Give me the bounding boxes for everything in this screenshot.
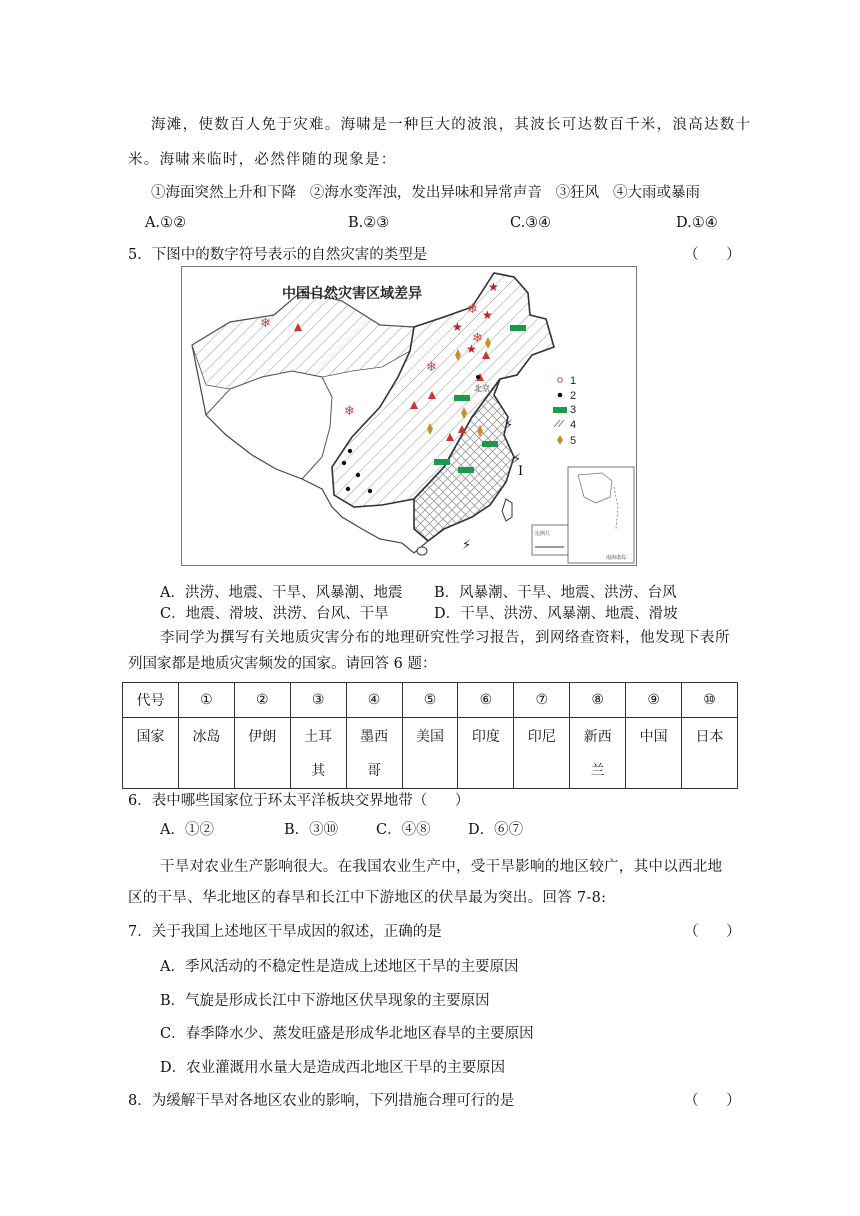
q4-option-d[interactable]: D.①④ (676, 215, 718, 231)
table-cell: 印度 (458, 718, 514, 789)
map-title: 中国自然灾害区域差异 (282, 285, 422, 301)
q7-option-b[interactable]: B．气旋是形成长江中下游地区伏旱现象的主要原因 (160, 993, 490, 1009)
dot-symbol (342, 461, 346, 465)
legend-label-5: 5 (570, 435, 577, 447)
q5-stem: 5．下图中的数字符号表示的自然灾害的类型是 (128, 247, 428, 263)
symbol-1: ❄ (467, 302, 478, 317)
q4-option-c[interactable]: C.③④ (510, 215, 552, 231)
typhoon-symbol: ⚡ (504, 418, 514, 433)
star-symbol: ★ (488, 280, 499, 294)
q78-intro-line-2: 区的干旱、华北地区的春旱和长江中下游地区的伏旱最为突出。回答 7-8: (128, 890, 607, 906)
table-cell: 伊朗 (234, 718, 290, 789)
table-cell: ⑧ (570, 683, 626, 718)
hainan-island (417, 547, 427, 555)
green-bar-symbol (454, 395, 470, 401)
south-sea-inset (568, 467, 634, 563)
taiwan-island (502, 499, 512, 521)
table-cell: ⑥ (458, 683, 514, 718)
intro-line-1: 海滩，使数百人免于灾难。海啸是一种巨大的波浪，其波长可达数百千米，浪高达数十 (151, 117, 752, 133)
beijing-point (476, 375, 480, 379)
table-cell: 日本 (682, 718, 738, 789)
table-cell: 国家 (123, 718, 179, 789)
dot-symbol (348, 449, 352, 453)
q7-option-d[interactable]: D．农业灌溉用水量大是造成西北地区干旱的主要原因 (160, 1060, 506, 1076)
q4-option-a[interactable]: A.①② (145, 215, 187, 231)
dot-symbol (356, 473, 360, 477)
table-cell: ⑦ (514, 683, 570, 718)
table-cell: 中国 (626, 718, 682, 789)
table-cell: 新西 兰 (570, 718, 626, 789)
table-cell: ④ (346, 683, 402, 718)
scale-label: 比例尺 (535, 531, 551, 537)
table-cell: 印尼 (514, 718, 570, 789)
symbol-1: ❄ (472, 331, 483, 346)
table-cell: ② (234, 683, 290, 718)
inset-label: 南海诸岛 (606, 555, 627, 561)
map-legend (553, 375, 576, 447)
dot-symbol (346, 487, 350, 491)
dot-symbol (368, 489, 372, 493)
q5-option-c[interactable]: C．地震、滑坡、洪涝、台风、干旱 (160, 606, 389, 622)
table-cell: 美国 (402, 718, 458, 789)
table-cell: ③ (290, 683, 346, 718)
green-bar-symbol (458, 467, 474, 473)
intro-statements: ①海面突然上升和下降 ②海水变浑浊，发出异味和异常声音 ③狂风 ④大雨或暴雨 (151, 185, 700, 201)
symbol-1: ❄ (344, 404, 355, 419)
q4-option-b[interactable]: B.②③ (348, 215, 390, 231)
symbol-1: ❄ (260, 316, 271, 331)
q5-option-d[interactable]: D．干旱、洪涝、风暴潮、地震、滑坡 (434, 606, 678, 622)
q8-stem: 8．为缓解干旱对各地区农业的影响，下列措施合理可行的是 (128, 1093, 515, 1109)
q7-option-c[interactable]: C．春季降水少、蒸发旺盛是形成华北地区春旱的主要原因 (160, 1026, 534, 1042)
table-cell: ⑨ (626, 683, 682, 718)
star-symbol: ★ (466, 342, 477, 356)
q78-intro-line-1: 干旱对农业生产影响很大。在我国农业生产中，受干旱影响的地区较广，其中以西北地 (160, 859, 723, 875)
q6-option-c[interactable]: C．④⑧ (376, 822, 431, 838)
table-header-row (123, 683, 738, 718)
q7-stem: 7．关于我国上述地区干旱成因的叙述，正确的是 (128, 924, 442, 940)
region-roman-i: I (518, 464, 524, 479)
legend-label-1: 1 (570, 375, 577, 387)
green-bar-symbol (510, 325, 526, 331)
table-cell: 冰岛 (178, 718, 234, 789)
typhoon-symbol: ⚡ (512, 452, 522, 467)
table-cell: ⑩ (682, 683, 738, 718)
q5-option-a[interactable]: A．洪涝、地震、干旱、风暴潮、地震 (160, 585, 403, 601)
table-cell: ① (178, 683, 234, 718)
q6-intro-line-1: 李同学为撰写有关地质灾害分布的地理研究性学习报告，到网络查资料，他发现下表所 (160, 630, 730, 646)
beijing-label: 北京 (474, 384, 490, 393)
q6-option-d[interactable]: D．⑥⑦ (468, 822, 524, 838)
table-cell: 代号 (123, 683, 179, 718)
q6-option-a[interactable]: A．①② (160, 822, 214, 838)
china-disaster-map (181, 266, 637, 566)
q6-stem: 6．表中哪些国家位于环太平洋板块交界地带（ ） (128, 793, 470, 809)
q6-option-b[interactable]: B．③⑩ (284, 822, 339, 838)
q6-intro-line-2: 列国家都是地质灾害频发的国家。请回答 6 题： (128, 656, 437, 672)
green-bar-symbol (482, 441, 498, 447)
legend-label-2: 2 (570, 390, 577, 402)
q8-answer-paren[interactable]: （ ） (684, 1093, 741, 1109)
legend-label-4: 4 (570, 419, 577, 431)
table-cell: 土耳 其 (290, 718, 346, 789)
q5-answer-paren[interactable]: （ ） (684, 247, 741, 263)
symbol-1: ❄ (426, 360, 437, 375)
q7-answer-paren[interactable]: （ ） (684, 924, 741, 940)
q7-option-a[interactable]: A．季风活动的不稳定性是造成上述地区干旱的主要原因 (160, 959, 519, 975)
table-cell: ⑤ (402, 683, 458, 718)
star-symbol: ★ (452, 320, 463, 334)
green-bar-symbol (434, 459, 450, 465)
typhoon-symbol: ⚡ (462, 538, 472, 553)
q5-option-b[interactable]: B．风暴潮、干旱、地震、洪涝、台风 (434, 585, 677, 601)
legend-label-3: 3 (570, 404, 577, 416)
table-country-row (123, 718, 738, 789)
table-cell: 墨西 哥 (346, 718, 402, 789)
country-table (122, 682, 738, 789)
star-symbol: ★ (482, 308, 493, 322)
intro-line-2: 米。海啸来临时，必然伴随的现象是： (128, 152, 397, 168)
